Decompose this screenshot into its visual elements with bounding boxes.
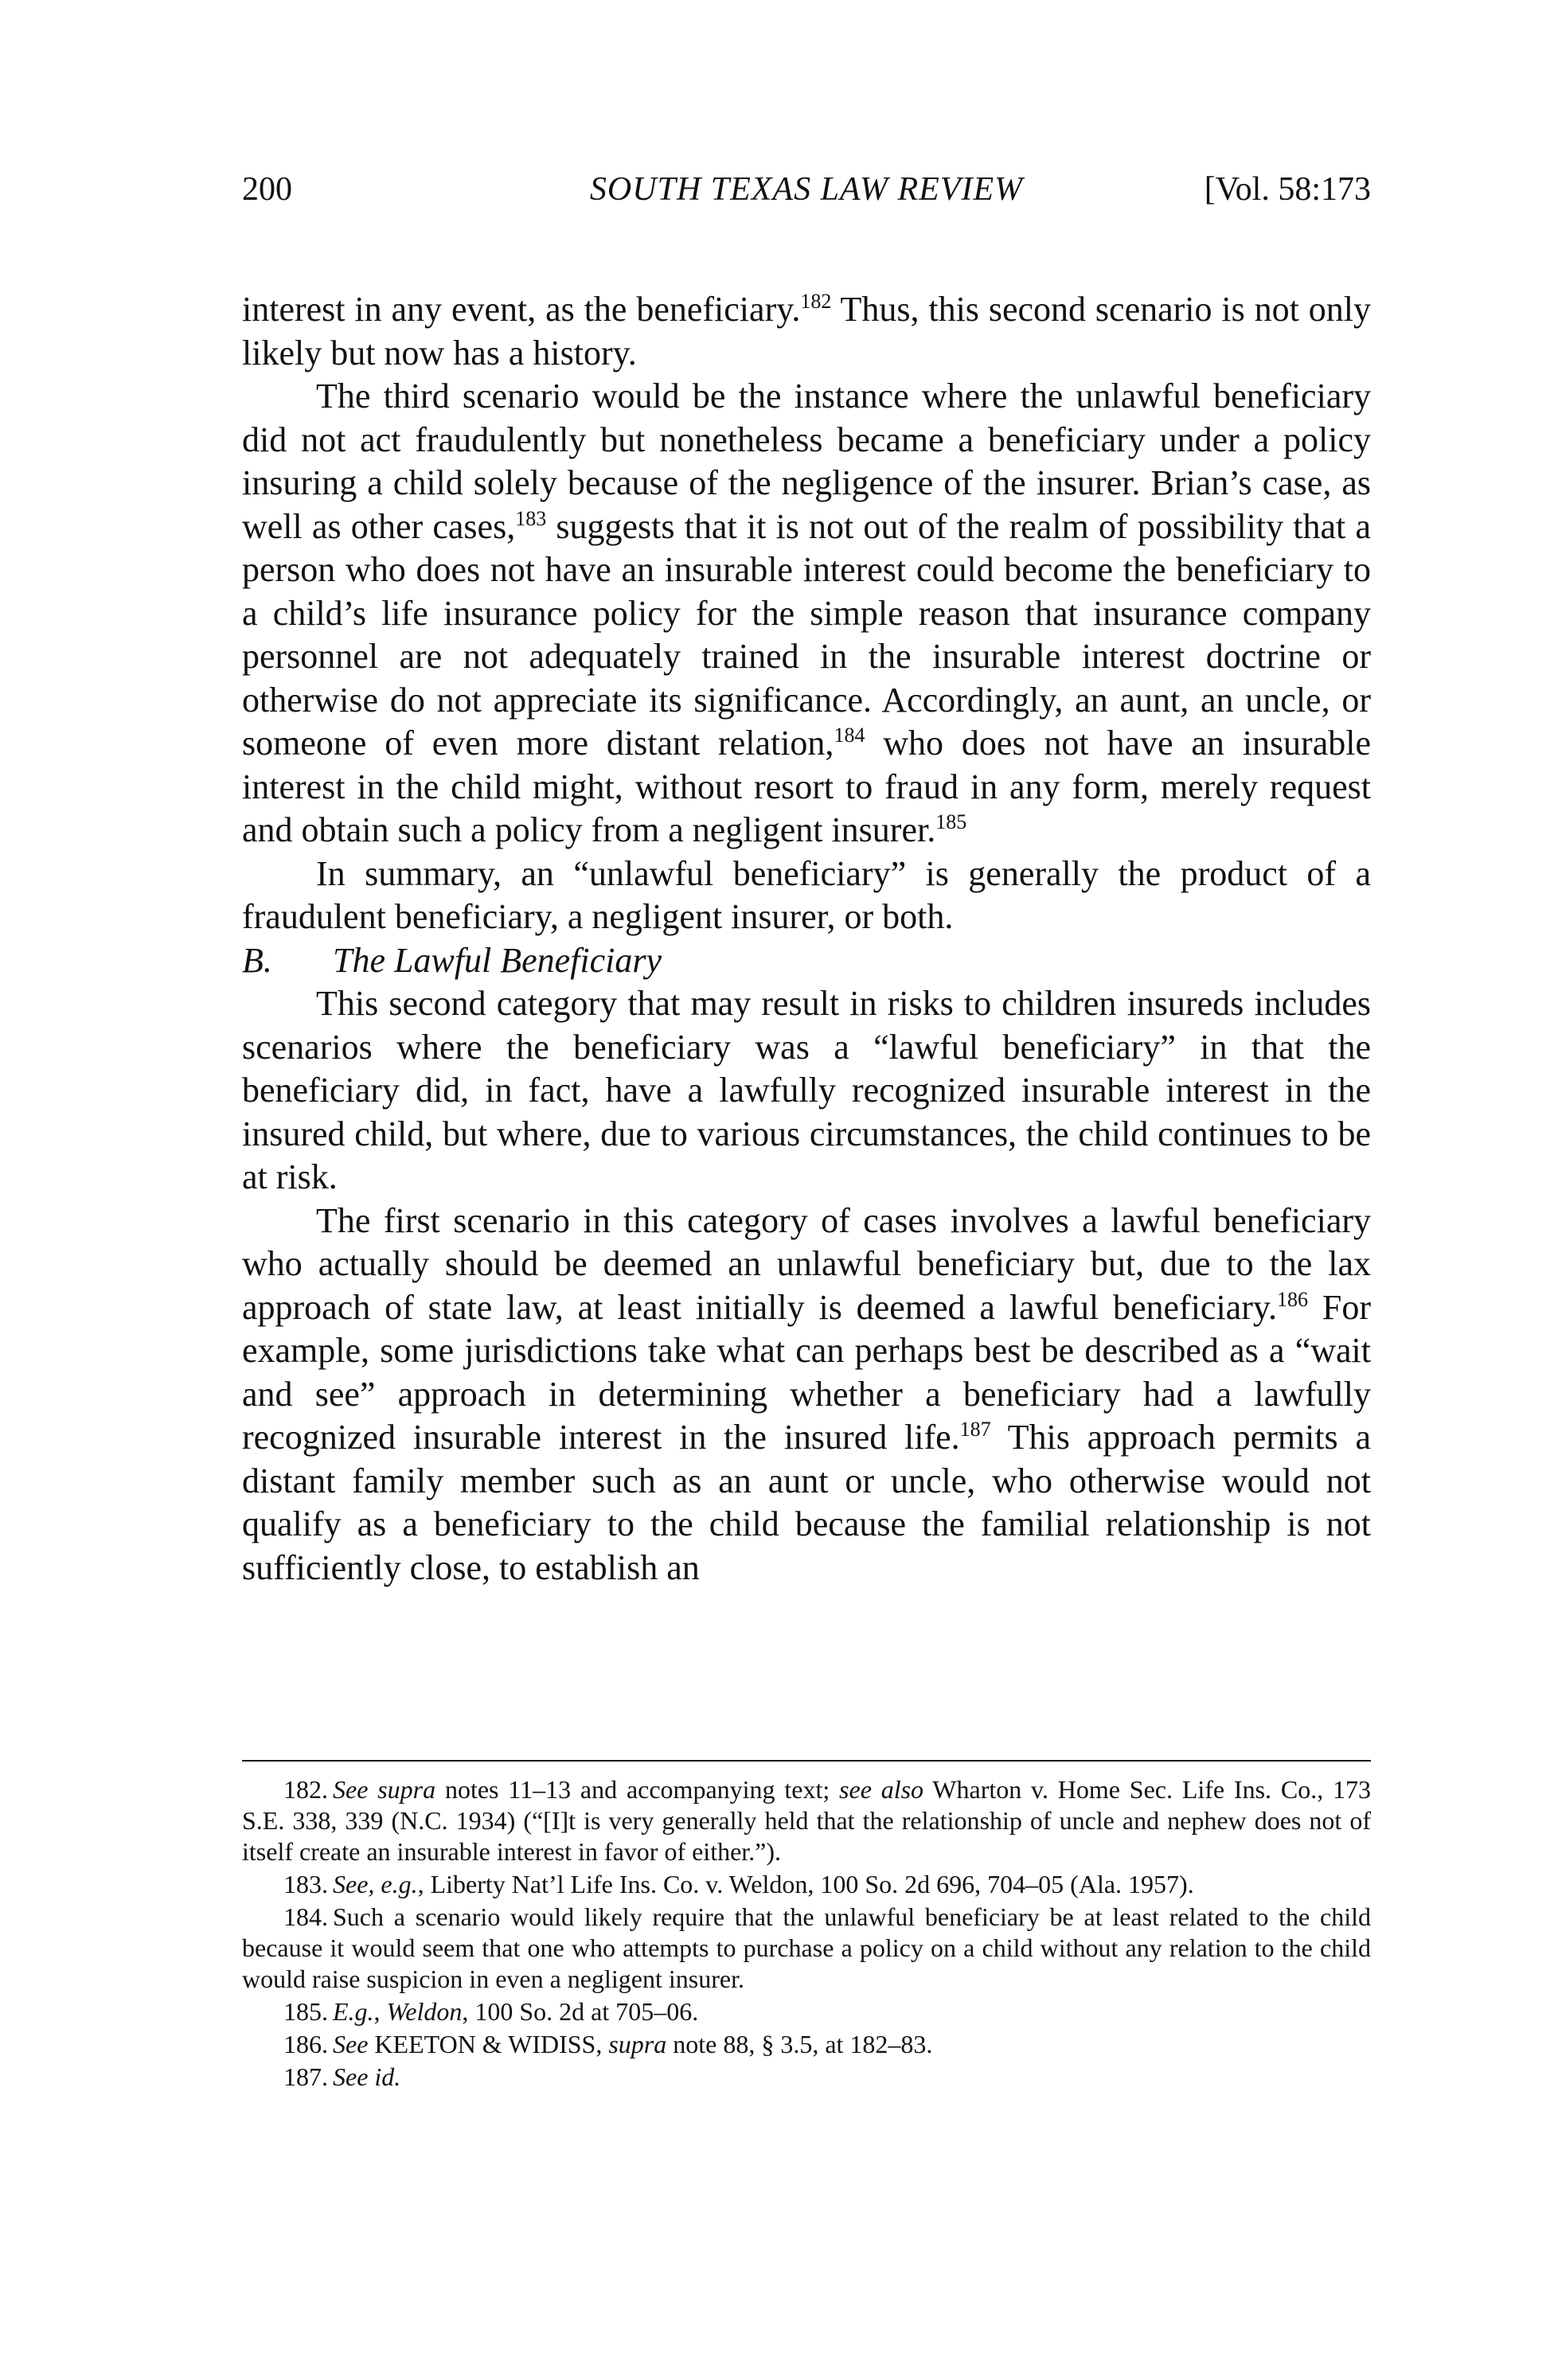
paragraph-continued: interest in any event, as the beneficiary.$^{182}$ Thus, this second scenario is not only likely but now has a history. (242, 290, 1371, 373)
footnote-ref-182[interactable]: 182 (800, 290, 832, 313)
section-title: The Lawful Beneficiary (333, 940, 662, 980)
footnote-divider (242, 1760, 1371, 1762)
footnote-184: 184. Such a scenario would likely require that the unlawful beneficiary be at least related to the child because it would seem that one who attempts to purchase a policy on a child without any relation to the child would raise suspicion in even a negligent insurer. (242, 1902, 1371, 1993)
main-text (242, 288, 1371, 1590)
volume-citation: [Vol. 58:173 (1204, 171, 1371, 208)
journal-title: SOUTH TEXAS LAW REVIEW (589, 171, 1024, 208)
section-heading (242, 939, 1371, 983)
footnote-182: 182. See supra notes 11–13 and accompanying text; see also Wharton v. Home Sec. Life Ins. Co., 173 S.E. 338, 339 (N.C. 1934) (“[I]t is very generally held that the relationship of uncle and nephew does not of itself create an insurable interest in favor of either.”). (242, 1775, 1371, 1866)
paragraph-first-scenario: The first scenario in this category of cases involves a lawful beneficiary who actually should be deemed an unlawful beneficiary but, due to the lax approach of state law, at least initially is deemed a lawful beneficiary.$^{186}$ For example, some jurisdictions take what can perhaps best be described as a “wait and see” approach in determining whether a beneficiary had a lawfully recognized insurable interest in the insured life.$^{187}$ This approach permits a distant family member such as an aunt or uncle, who otherwise would not qualify as a beneficiary to the child because the familial relationship is not sufficiently close, to establish an (242, 1200, 1371, 1587)
footnote-ref-186[interactable]: 186 (1277, 1287, 1309, 1311)
paragraph-second-category: This second category that may result in risks to children insureds includes scenarios where the beneficiary was a “lawful beneficiary” in that the beneficiary did, in fact, have a lawfully recognized insurable interest in the insured child, but where, due to various circumstances, the child continues to be at risk. (242, 984, 1371, 1196)
footnote-ref-183[interactable]: 183 (515, 506, 547, 530)
footnotes (242, 1774, 1371, 2094)
footnote-ref-184[interactable]: 184 (834, 724, 865, 747)
paragraph-third-scenario: The third scenario would be the instance where the unlawful beneficiary did not act fraudulently but nonetheless became a beneficiary under a policy insuring a child solely because of the negligence of the insurer. Brian’s case, as well as other cases,$^{183}$ suggests that it is not out of the realm of possibility that a person who does not have an insurable interest could become the beneficiary to a child’s life insurance policy for the simple reason that insurance company personnel are not adequately trained in the insurable interest doctrine or otherwise do not appreciate its significance. Accordingly, an aunt, an uncle, or someone of even more distant relation,$^{184}$ who does not have an insurable interest in the child might, without resort to fraud in any form, merely request and obtain such a policy from a negligent insurer.$^{185}$ (242, 377, 1371, 849)
footnote-ref-185[interactable]: 185 (935, 810, 967, 833)
footnote-ref-187[interactable]: 187 (959, 1418, 991, 1441)
paragraph-summary: In summary, an “unlawful beneficiary” is generally the product of a fraudulent beneficiary, a negligent insurer, or both. (242, 853, 1371, 936)
running-header (242, 166, 1371, 213)
page-number: 200 (242, 171, 292, 208)
section-label: B. (242, 940, 272, 980)
footnote-186: 186. See KEETON & WIDISS, supra note 88, § 3.5, at 182–83. (283, 2030, 933, 2058)
footnote-183: 183. See, e.g., Liberty Nat’l Life Ins. Co. v. Weldon, 100 So. 2d 696, 704–05 (Ala. 1957). (283, 1870, 1194, 1898)
footnote-185: 185. E.g., Weldon, 100 So. 2d at 705–06. (283, 1997, 699, 2026)
footnote-187: 187. See id. (283, 2062, 401, 2091)
